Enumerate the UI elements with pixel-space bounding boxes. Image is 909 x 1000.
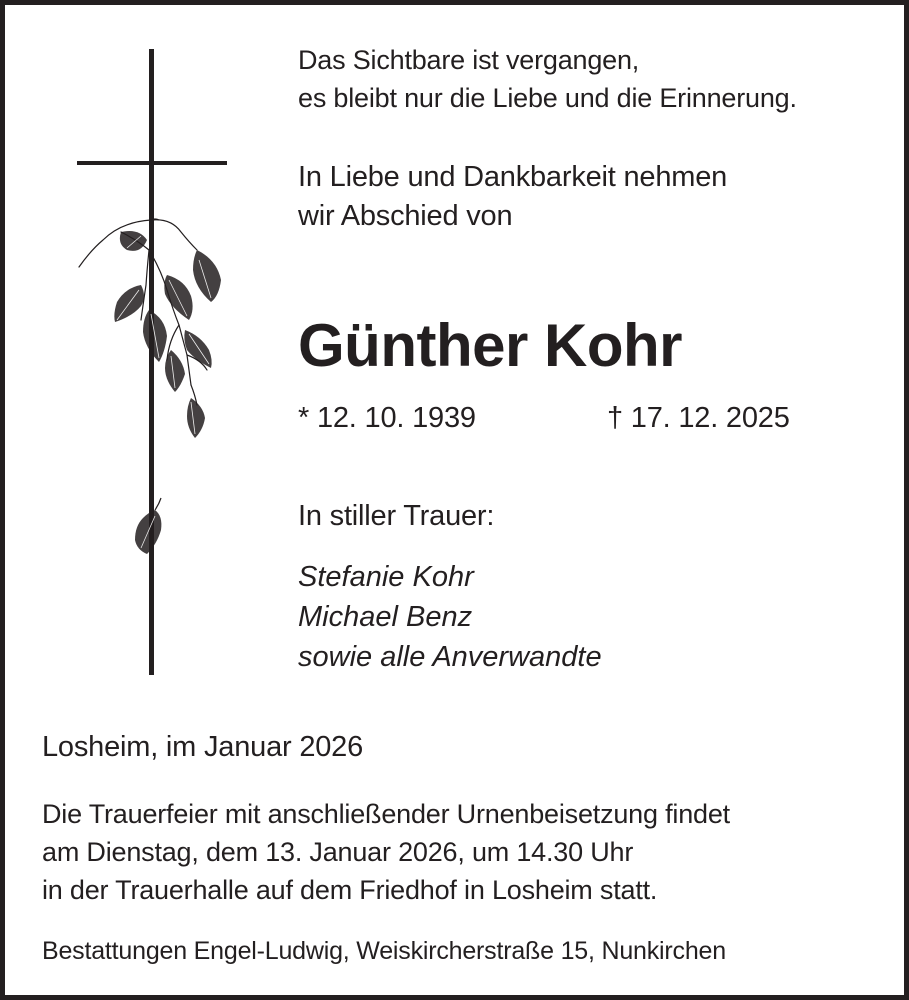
service-line: in der Trauerhalle auf dem Friedhof in Losheim statt. <box>42 875 658 905</box>
cross-crossbar <box>77 161 227 165</box>
place-date: Losheim, im Januar 2026 <box>42 731 364 763</box>
birth-date: * 12. 10. 1939 <box>298 402 476 434</box>
motto <box>298 41 797 117</box>
intro-text <box>298 158 727 236</box>
mourner-name: Michael Benz <box>298 601 473 633</box>
mourner-name: Stefanie Kohr <box>298 561 474 593</box>
intro-line: wir Abschied von <box>298 200 513 232</box>
intro-line: In Liebe und Dankbarkeit nehmen <box>298 161 728 193</box>
motto-line: Das Sichtbare ist vergangen, <box>298 45 640 75</box>
deceased-name: Günther Kohr <box>298 312 682 379</box>
motto-line: es bleibt nur die Liebe und die Erinnerung. <box>298 83 797 113</box>
service-info <box>42 795 730 909</box>
birch-branch-icon <box>71 210 231 560</box>
mourner-name: sowie alle Anverwandte <box>298 641 602 673</box>
mourners-label: In stiller Trauer: <box>298 500 495 532</box>
undertaker-info: Bestattungen Engel-Ludwig, Weiskircherstraße 15, Nunkirchen <box>42 937 726 965</box>
service-line: Die Trauerfeier mit anschließender Urnenbeisetzung findet <box>42 799 730 829</box>
service-line: am Dienstag, dem 13. Januar 2026, um 14.30 Uhr <box>42 837 634 867</box>
mourners-list <box>298 557 602 677</box>
death-date: † 17. 12. 2025 <box>607 402 790 434</box>
